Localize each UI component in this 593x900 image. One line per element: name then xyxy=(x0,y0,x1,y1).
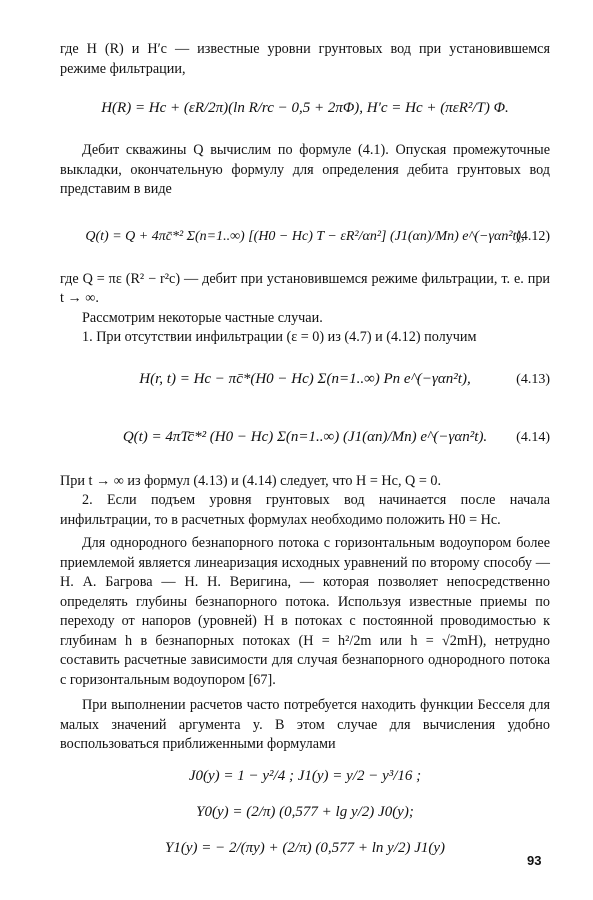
page-body xyxy=(60,40,550,867)
equation-number-4-13: (4.13) xyxy=(516,371,550,387)
paragraph-1: где H (R) и H′c — известные уровни грунтовых вод при установившемся режиме фильтрации, xyxy=(60,41,550,77)
equation-bessel-y0-text: Y0(y) = (2/π) (0,577 + lg y/2) J0(y); xyxy=(196,804,414,820)
equation-bessel-y1-text: Y1(y) = − 2/(πy) + (2/π) (0,577 + ln y/2) J1(y) xyxy=(164,840,446,856)
paragraph-5: 1. При отсутствии инфильтрации (ε = 0) из (4.7) и (4.12) получим xyxy=(82,329,477,345)
paragraph-9: При выполнении расчетов часто потребуется находить функции Бесселя для малых значений аргумента y. В этом случае для вычисления удобно воспользоваться приближенными формулами xyxy=(60,697,550,752)
equation-4-14-text: Q(t) = 4πTc̄*² (H0 − Hc) Σ(n=1..∞) (J1(αn)/Mn) e^(−γαn²t). xyxy=(122,429,488,445)
equation-4-12 xyxy=(60,204,550,270)
equation-4-13 xyxy=(60,352,550,408)
equation-bessel-j xyxy=(60,759,550,795)
equation-bessel-y1 xyxy=(60,831,550,867)
paragraph-8: Для однородного безнапорного потока с горизонтальным водоупором более приемлемой является линеаризация исходных уравнений по второму способу — Н. А. Багрова — Н. Н. Веригина, — которая позволяет непосредственно определять глубины безнапорного потока. Используя известные приемы по переходу от напоров (уровней) H в потоках с постоянной проводимостью к глубинам h в безнапорных потоках (H = h²/2m или h = √2mH), нетрудно составить расчетные зависимости для случая безнапорного однородного потока с горизонтальным водоупором [67]. xyxy=(60,535,550,688)
paragraph-2: Дебит скважины Q вычислим по формуле (4.1). Опуская промежуточные выкладки, окончательную формулу для определения дебита грунтовых вод представим в виде xyxy=(60,142,550,197)
equation-bessel-j-text: J0(y) = 1 − y²/4 ; J1(y) = y/2 − y³/16 ; xyxy=(188,768,422,784)
page-number: 93 xyxy=(527,853,542,868)
paragraph-4: Рассмотрим некоторые частные случаи. xyxy=(82,309,323,326)
equation-number-4-14: (4.14) xyxy=(516,429,550,445)
equation-4-14 xyxy=(60,408,550,468)
equation-bessel-y0 xyxy=(60,795,550,831)
equation-number-4-12: (4.12) xyxy=(516,228,550,244)
paragraph-3: где Q = πε (R² − r²c) — дебит при установившемся режиме фильтрации, т. е. при t → ∞. xyxy=(60,270,550,306)
equation-4-13-text: H(r, t) = Hc − πc̄*(H0 − Hc) Σ(n=1..∞) Pn e^(−γαn²t), xyxy=(139,371,471,387)
equation-4-12-text: Q(t) = Q + 4πc̄*² Σ(n=1..∞) [(H0 − Hc) T − εR²/αn²] (J1(αn)/Mn) e^(−γαn²t), xyxy=(85,228,525,244)
equation-1-text: H(R) = Hc + (εR/2π)(ln R/rc − 0,5 + 2πΦ), H′c = Hc + (πεR²/T) Φ. xyxy=(101,99,509,116)
equation-1 xyxy=(60,83,550,133)
paragraph-7: 2. Если подъем уровня грунтовых вод начинается после начала инфильтрации, то в расчетных формулах необходимо положить H0 = Hc. xyxy=(60,492,550,528)
paragraph-6: При t → ∞ из формул (4.13) и (4.14) следует, что H = Hc, Q = 0. xyxy=(60,472,442,489)
